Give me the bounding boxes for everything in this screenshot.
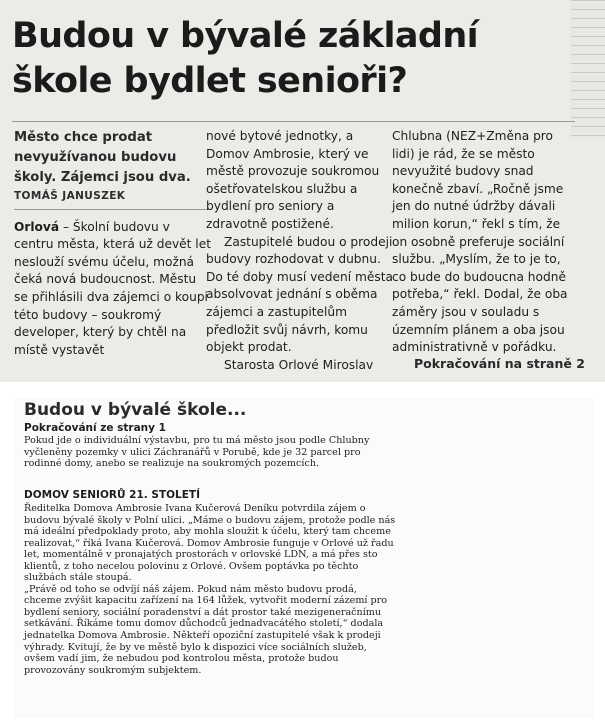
page-2-clipping: [14, 398, 594, 718]
continuation-paragraph-1: Pokud jde o individuální výstavbu, pro tu má město jsou podle Chlubny vyčleněny pozemky v ulici Záchranářů v Porubě, kde je 32 parcel pro rodinné domy, anebo se realizuje na soukromých pozemcích.: [24, 435, 370, 470]
column-3: [392, 128, 572, 357]
column-1-text: [14, 219, 212, 360]
column-2-paragraph-1: nové bytové jednotky, a Domov Ambrosie, který ve městě provozuje soukromou ošetřovatelskou službu a bydlení pro seniory a zdravotně postižené.: [206, 129, 380, 231]
headline-rule: [12, 121, 575, 122]
column-1: [14, 128, 212, 359]
column-3-paragraph-1: Chlubna (NEZ+Změna pro lidi) je rád, že se město nevyužité budovy snad konečně zbaví. „Ročně jsme jen do nutné údržby dávali milion korun,“ řekl s tím, že on osobně preferuje sociální službu. „Myslím, že to je to, co bude do budoucna hodně potřeba,“ řekl. Dodal, že oba záměry jsou v souladu s územním plánem a oba jsou administrativně v pořádku.: [392, 129, 568, 355]
continuation-paragraph-2: Ředitelka Domova Ambrosie Ivana Kučerová Deníku potvrdila zájem o budovu bývalé školy v Polní ulici. „Máme o budovu zájem, protože podle nás má ideální předpoklady proto, aby mohla sloužit k účelu, který tam chceme realizovat,“ říká Ivana Kučerová. Domov Ambrosie funguje v Orlové už řadu let, momentálně v pronajatých prostorách v orlovské LDN, a má přes sto klientů, z toho necelou polovinu z Orlové. Ovšem poptávka po těchto službách stále stoupá. „Právě od toho se odvíjí náš zájem. Pokud nám město budovu prodá, chceme zvýšit kapacitu zařízení na 164 lůžek, vytvořit moderní zázemí pro bydlení seniory, sociální poradenství a dát prostor také mezigeneračnímu setkávání. Říkáme tomu domov důchodců jednadvacátého století,“ dodala jednatelka Domova Ambrosie. Někteří opoziční zastupitelé však k prodeji výhrady. Kvitují, že by ve městě bylo k dispozici více sociálních služeb, ovšem vadí jim, že nebudou pod kontrolou města, protože budou provozovány soukromým subjektem.: [24, 503, 396, 676]
headline: [12, 14, 572, 104]
headline-line-2: škole bydlet senioři?: [12, 61, 408, 101]
continuation-title: Budou v bývalé škole...: [24, 400, 247, 420]
subhead-domov-senioru: DOMOV SENIORŮ 21. STOLETÍ: [24, 489, 200, 501]
headline-line-1: Budou v bývalé základní: [12, 16, 479, 56]
perex: Město chce prodat nevyužívanou budovu školy. Zájemci jsou dva.: [14, 130, 191, 185]
continued-on-page-2: Pokračování na straně 2: [414, 356, 585, 371]
column-2-paragraph-2: Zastupitelé budou o prodeji budovy rozhodovat v dubnu. Do té doby musí vedení města absolvovat jednání s oběma zájemci a zastupitelům předložit svůj návrh, komu objekt prodat.: [206, 234, 393, 355]
column-2-paragraph-3: Starosta Orlové Miroslav: [224, 357, 374, 372]
column-2: [206, 128, 394, 374]
byline: TOMÁŠ JANUSZEK: [14, 188, 212, 210]
continued-from-label: Pokračování ze strany 1: [24, 422, 166, 434]
adjacent-column-bleed: [571, 0, 605, 140]
dateline-location: Orlová: [14, 219, 60, 234]
column-1-body: – Školní budovu v centru města, která už devět let neslouží svému účelu, možná čeká nová budoucnost. Městu se přihlásili dva zájemci o koupi této budovy – soukromý developer, který by chtěl na místě vystavět: [14, 219, 211, 357]
